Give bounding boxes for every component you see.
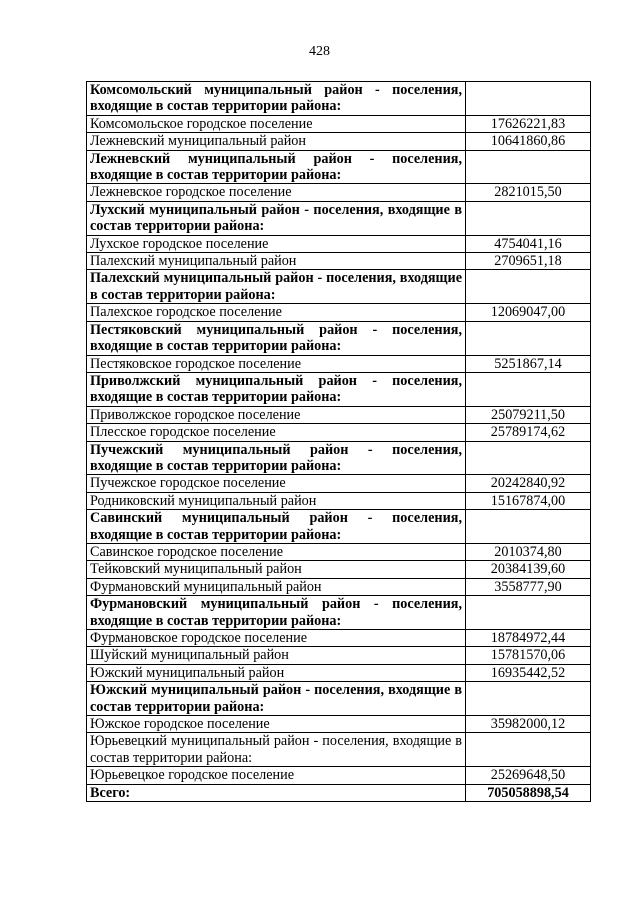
row-value-cell: 15167874,00 bbox=[466, 492, 591, 509]
table-row bbox=[87, 253, 591, 270]
row-name-cell: Фурмановский муниципальный район - поселения, входящие в состав территории района: bbox=[87, 596, 466, 630]
row-value-cell: 5251867,14 bbox=[466, 355, 591, 372]
row-value-cell bbox=[466, 150, 591, 184]
row-name-cell: Родниковский муниципальный район bbox=[87, 492, 466, 509]
row-name-cell: Лежневский муниципальный район bbox=[87, 133, 466, 150]
row-value-cell: 705058898,54 bbox=[466, 784, 591, 801]
row-value-cell: 2709651,18 bbox=[466, 253, 591, 270]
row-value-cell bbox=[466, 270, 591, 304]
table-row bbox=[87, 184, 591, 201]
table-row bbox=[87, 630, 591, 647]
total-row bbox=[87, 784, 591, 801]
district-header-row bbox=[87, 201, 591, 235]
row-value-cell bbox=[466, 321, 591, 355]
row-value-cell: 17626221,83 bbox=[466, 115, 591, 132]
district-header-row bbox=[87, 150, 591, 184]
row-name-cell: Шуйский муниципальный район bbox=[87, 647, 466, 664]
row-name-cell: Пестяковский муниципальный район - поселения, входящие в состав территории района: bbox=[87, 321, 466, 355]
row-name-cell: Савинский муниципальный район - поселения, входящие в состав территории района: bbox=[87, 510, 466, 544]
row-value-cell: 25269648,50 bbox=[466, 767, 591, 784]
row-name-cell: Приволжский муниципальный район - поселения, входящие в состав территории района: bbox=[87, 372, 466, 406]
row-name-cell: Плесское городское поселение bbox=[87, 424, 466, 441]
table-row bbox=[87, 355, 591, 372]
row-value-cell bbox=[466, 441, 591, 475]
table-row bbox=[87, 304, 591, 321]
row-name-cell: Всего: bbox=[87, 784, 466, 801]
row-name-cell: Южский муниципальный район - поселения, входящие в состав территории района: bbox=[87, 682, 466, 716]
row-value-cell: 2010374,80 bbox=[466, 543, 591, 560]
row-value-cell: 35982000,12 bbox=[466, 716, 591, 733]
district-header-row bbox=[87, 510, 591, 544]
row-value-cell: 2821015,50 bbox=[466, 184, 591, 201]
table-row bbox=[87, 543, 591, 560]
table-row bbox=[87, 492, 591, 509]
row-value-cell: 18784972,44 bbox=[466, 630, 591, 647]
row-value-cell: 25789174,62 bbox=[466, 424, 591, 441]
row-name-cell: Фурмановское городское поселение bbox=[87, 630, 466, 647]
table-row bbox=[87, 424, 591, 441]
row-value-cell: 20242840,92 bbox=[466, 475, 591, 492]
table-row bbox=[87, 664, 591, 681]
row-name-cell: Лежневский муниципальный район - поселения, входящие в состав территории района: bbox=[87, 150, 466, 184]
row-name-cell: Тейковский муниципальный район bbox=[87, 561, 466, 578]
budget-table bbox=[86, 81, 591, 802]
row-value-cell bbox=[466, 372, 591, 406]
district-header-row bbox=[87, 82, 591, 116]
table-row bbox=[87, 578, 591, 595]
row-value-cell: 3558777,90 bbox=[466, 578, 591, 595]
district-header-row bbox=[87, 372, 591, 406]
row-value-cell bbox=[466, 682, 591, 716]
row-name-cell: Палехское городское поселение bbox=[87, 304, 466, 321]
district-header-row bbox=[87, 441, 591, 475]
table-row bbox=[87, 561, 591, 578]
row-name-cell: Фурмановский муниципальный район bbox=[87, 578, 466, 595]
row-name-cell: Юрьевецкий муниципальный район - поселения, входящие в состав территории района: bbox=[87, 733, 466, 767]
row-value-cell: 10641860,86 bbox=[466, 133, 591, 150]
table-row bbox=[87, 406, 591, 423]
row-value-cell bbox=[466, 201, 591, 235]
row-name-cell: Пестяковское городское поселение bbox=[87, 355, 466, 372]
table-row bbox=[87, 235, 591, 252]
row-name-cell: Пучежское городское поселение bbox=[87, 475, 466, 492]
row-name-cell: Юрьевецкое городское поселение bbox=[87, 767, 466, 784]
row-value-cell bbox=[466, 82, 591, 116]
row-name-cell: Палехский муниципальный район bbox=[87, 253, 466, 270]
row-value-cell: 15781570,06 bbox=[466, 647, 591, 664]
row-name-cell: Приволжское городское поселение bbox=[87, 406, 466, 423]
row-name-cell: Южский муниципальный район bbox=[87, 664, 466, 681]
row-value-cell bbox=[466, 510, 591, 544]
row-name-cell: Комсомольский муниципальный район - поселения, входящие в состав территории района: bbox=[87, 82, 466, 116]
table-row bbox=[87, 133, 591, 150]
table-row bbox=[87, 115, 591, 132]
budget-table-body bbox=[87, 82, 591, 802]
district-header-row bbox=[87, 596, 591, 630]
district-header-row bbox=[87, 733, 591, 767]
row-value-cell: 20384139,60 bbox=[466, 561, 591, 578]
row-name-cell: Лухское городское поселение bbox=[87, 235, 466, 252]
row-name-cell: Савинское городское поселение bbox=[87, 543, 466, 560]
row-value-cell bbox=[466, 733, 591, 767]
district-header-row bbox=[87, 321, 591, 355]
row-value-cell: 4754041,16 bbox=[466, 235, 591, 252]
row-value-cell bbox=[466, 596, 591, 630]
table-row bbox=[87, 647, 591, 664]
row-name-cell: Лежневское городское поселение bbox=[87, 184, 466, 201]
page-number: 428 bbox=[309, 44, 330, 59]
row-value-cell: 16935442,52 bbox=[466, 664, 591, 681]
row-name-cell: Южское городское поселение bbox=[87, 716, 466, 733]
row-name-cell: Палехский муниципальный район - поселения, входящие в состав территории района: bbox=[87, 270, 466, 304]
district-header-row bbox=[87, 682, 591, 716]
row-value-cell: 25079211,50 bbox=[466, 406, 591, 423]
table-row bbox=[87, 716, 591, 733]
row-value-cell: 12069047,00 bbox=[466, 304, 591, 321]
district-header-row bbox=[87, 270, 591, 304]
row-name-cell: Комсомольское городское поселение bbox=[87, 115, 466, 132]
row-name-cell: Пучежский муниципальный район - поселения, входящие в состав территории района: bbox=[87, 441, 466, 475]
table-row bbox=[87, 475, 591, 492]
row-name-cell: Лухский муниципальный район - поселения, входящие в состав территории района: bbox=[87, 201, 466, 235]
table-row bbox=[87, 767, 591, 784]
